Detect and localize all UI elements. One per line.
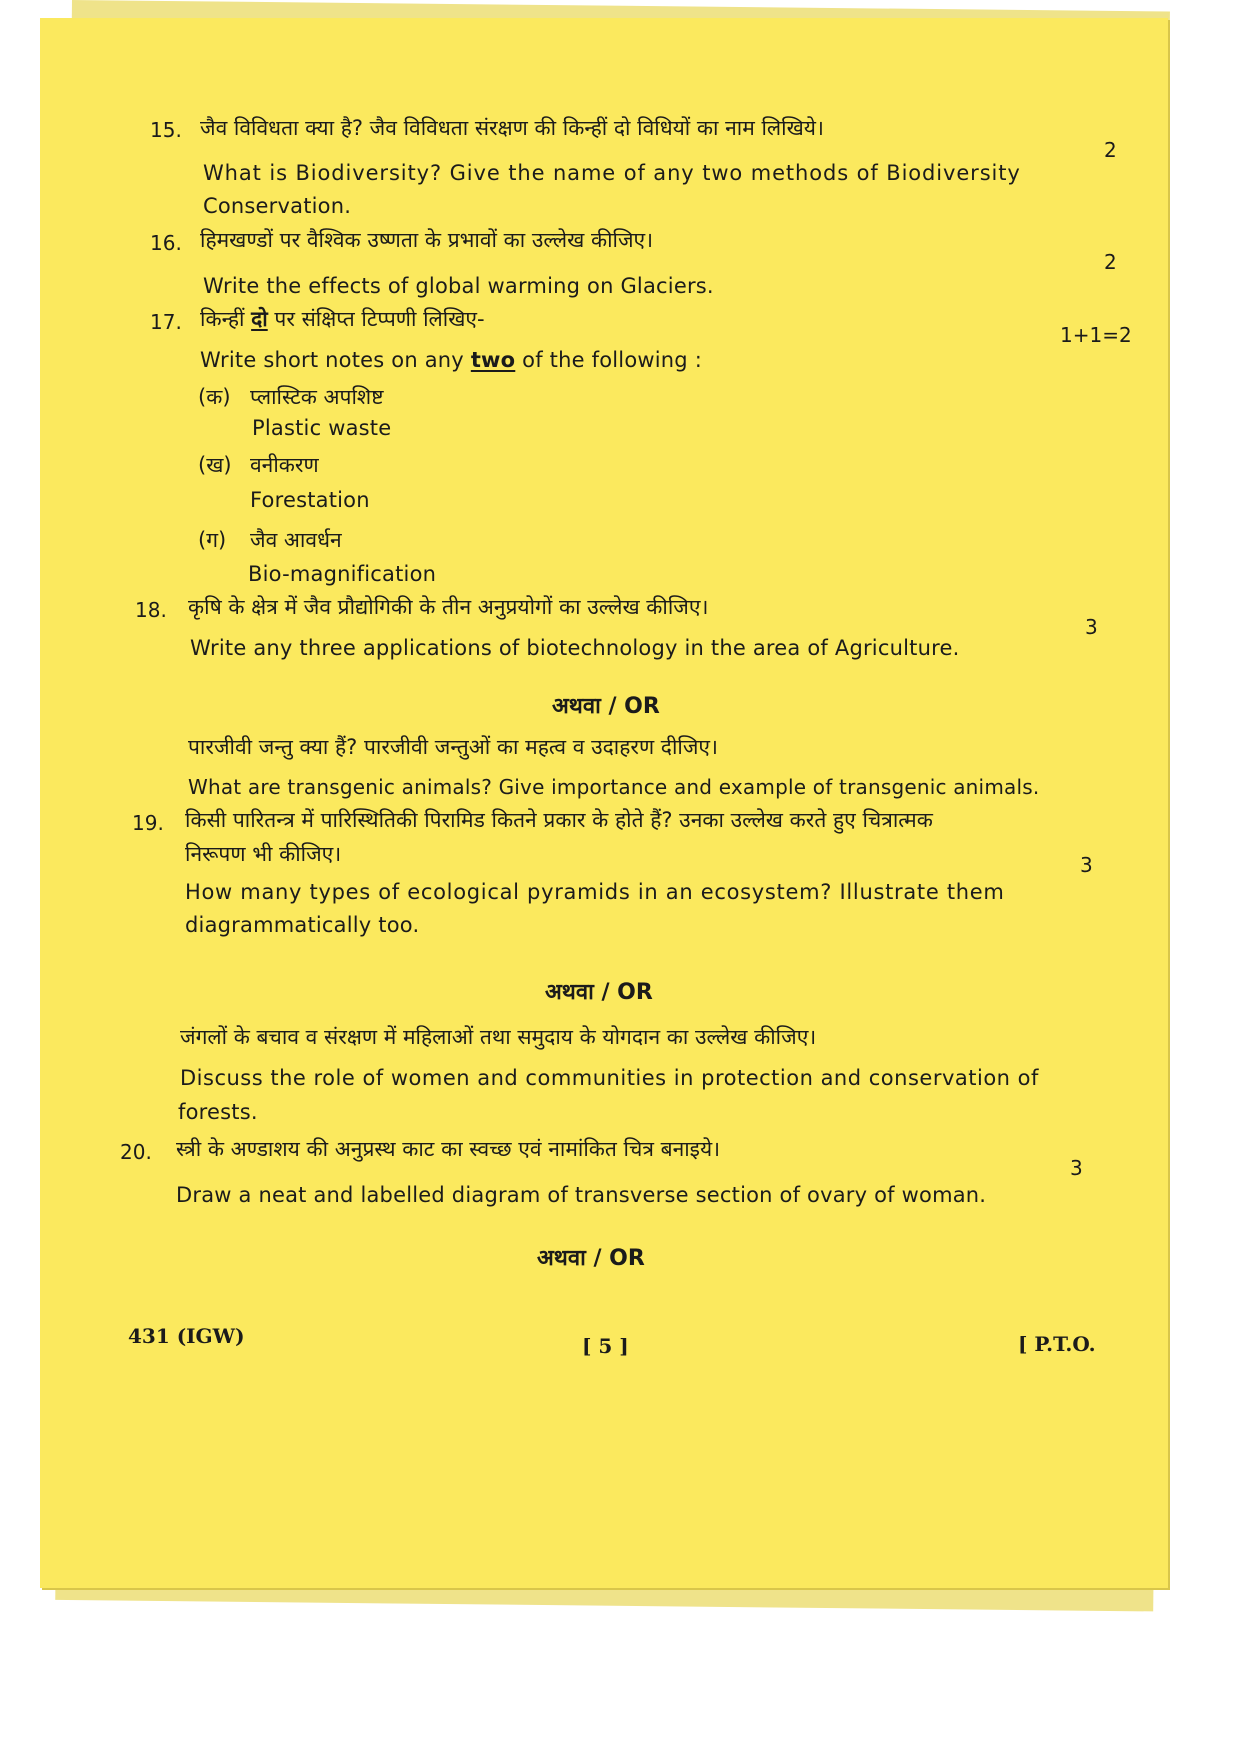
- q17-english-post: of the following :: [515, 348, 702, 372]
- q15-hindi: जैव विविधता क्या है? जैव विविधता संरक्षण की किन्हीं दो विधियों का नाम लिखिये।: [200, 116, 824, 140]
- q17-hindi: [200, 305, 485, 333]
- q20-marks: 3: [1070, 1156, 1083, 1180]
- q15-english-line2: Conservation.: [203, 194, 352, 218]
- q16-number: 16.: [150, 231, 182, 255]
- q17-hindi-post: पर संक्षिप्त टिप्पणी लिखिए-: [267, 307, 485, 331]
- exam-page: [40, 18, 1168, 1588]
- q15-english-line1: What is Biodiversity? Give the name of any two methods of Biodiversity: [203, 161, 1021, 185]
- q19-hindi-line1: किसी पारितन्त्र में पारिस्थितिकी पिरामिड कितने प्रकार के होते हैं? उनका उल्लेख करते हुए चित्रात्मक: [185, 808, 933, 832]
- q17-option-a-hindi: प्लास्टिक अपशिष्ट: [250, 385, 384, 409]
- q15-number: 15.: [150, 118, 182, 142]
- q16-hindi: हिमखण्डों पर वैश्विक उष्णता के प्रभावों का उल्लेख कीजिए।: [200, 228, 654, 252]
- q17-option-a-english: Plastic waste: [252, 416, 392, 440]
- q19-english-line1: How many types of ecological pyramids in an ecosystem? Illustrate them: [185, 880, 1005, 904]
- q18-alt-english: What are transgenic animals? Give importance and example of transgenic animals.: [188, 775, 1040, 799]
- q18-alt-hindi: पारजीवी जन्तु क्या हैं? पारजीवी जन्तुओं का महत्व व उदाहरण दीजिए।: [188, 735, 718, 759]
- q17-english-pre: Write short notes on any: [200, 348, 471, 372]
- q17-number: 17.: [150, 310, 182, 334]
- q17-option-a-label: (क): [198, 385, 231, 409]
- q17-option-c-label: (ग): [198, 528, 227, 552]
- q16-marks: 2: [1104, 250, 1117, 274]
- q19-or-label: अथवा / OR: [545, 980, 653, 1005]
- q17-option-b-hindi: वनीकरण: [250, 453, 319, 477]
- q17-hindi-pre: किन्हीं: [200, 307, 252, 331]
- q19-alt-english-line1: Discuss the role of women and communities in protection and conservation of: [180, 1066, 1039, 1090]
- q17-option-b-label: (ख): [198, 453, 232, 477]
- q17-english-key: two: [470, 348, 516, 372]
- q18-english: Write any three applications of biotechnology in the area of Agriculture.: [190, 636, 960, 660]
- q19-alt-english-line2: forests.: [178, 1100, 258, 1124]
- q17-hindi-key: दो: [251, 307, 268, 331]
- q17-option-c-english: Bio-magnification: [248, 562, 437, 586]
- q15-marks: 2: [1104, 138, 1117, 162]
- paper-code: 431 (IGW): [128, 1324, 245, 1348]
- q16-english: Write the effects of global warming on Glaciers.: [203, 274, 714, 298]
- q20-or-label: अथवा / OR: [537, 1246, 645, 1271]
- q18-hindi: कृषि के क्षेत्र में जैव प्रौद्योगिकी के तीन अनुप्रयोगों का उल्लेख कीजिए।: [188, 595, 709, 619]
- q18-marks: 3: [1085, 615, 1098, 639]
- q20-hindi: स्त्री के अण्डाशय की अनुप्रस्थ काट का स्वच्छ एवं नामांकित चित्र बनाइये।: [176, 1137, 721, 1161]
- q20-english: Draw a neat and labelled diagram of transverse section of ovary of woman.: [176, 1183, 987, 1207]
- q17-option-c-hindi: जैव आवर्धन: [250, 528, 342, 552]
- pto-label: [ P.T.O.: [1018, 1332, 1096, 1356]
- q19-number: 19.: [132, 811, 164, 835]
- q19-hindi-line2: निरूपण भी कीजिए।: [185, 842, 342, 866]
- q20-number: 20.: [120, 1140, 152, 1164]
- page-number: [ 5 ]: [582, 1334, 629, 1358]
- q17-marks: 1+1=2: [1060, 323, 1132, 347]
- q19-alt-hindi: जंगलों के बचाव व संरक्षण में महिलाओं तथा समुदाय के योगदान का उल्लेख कीजिए।: [180, 1025, 817, 1049]
- q19-marks: 3: [1080, 853, 1093, 877]
- q18-or-label: अथवा / OR: [552, 694, 660, 719]
- q17-option-b-english: Forestation: [250, 488, 370, 512]
- q17-english: [200, 348, 702, 372]
- q19-english-line2: diagrammatically too.: [185, 913, 420, 937]
- q18-number: 18.: [135, 598, 167, 622]
